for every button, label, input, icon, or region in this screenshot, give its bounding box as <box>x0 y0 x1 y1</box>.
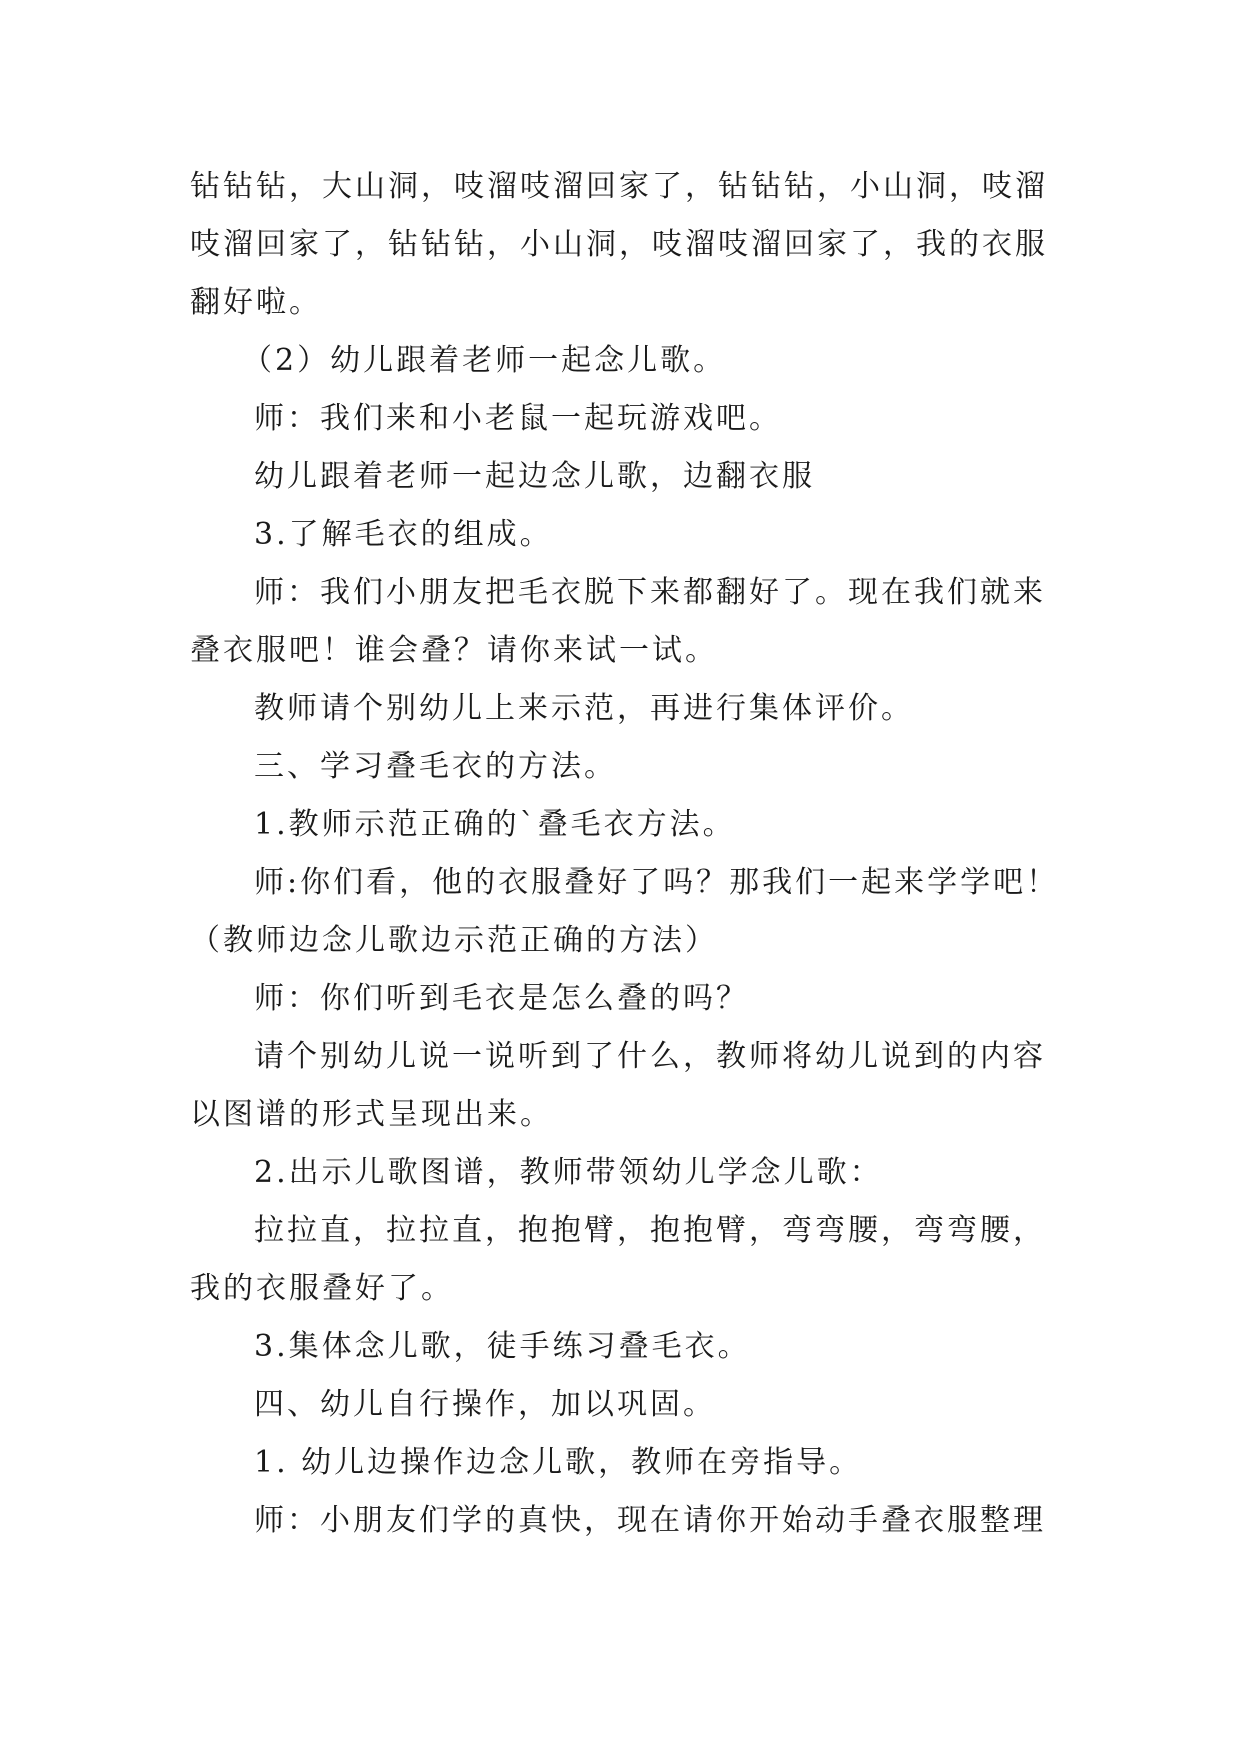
section-heading-4: 四、幼儿自行操作，加以巩固。 <box>254 1387 716 1422</box>
paragraph-teacher-start: 师：小朋友们学的真快，现在请你开始动手叠衣服整理 <box>254 1503 1046 1538</box>
paragraph-teacher-hear: 师：你们听到毛衣是怎么叠的吗？ <box>254 981 749 1016</box>
paragraph-demo-evaluate: 教师请个别幼儿上来示范，再进行集体评价。 <box>254 691 914 726</box>
paragraph-children-turn-clothes: 幼儿跟着老师一起边念儿歌，边翻衣服 <box>254 459 815 494</box>
paragraph-step-1-operate: 1. 幼儿边操作边念儿歌，教师在旁指导。 <box>254 1445 863 1480</box>
section-heading-3: 三、学习叠毛衣的方法。 <box>254 749 617 784</box>
paragraph-section-3: 3.了解毛衣的组成。 <box>254 517 553 552</box>
paragraph-step-1: 1.教师示范正确的`叠毛衣方法。 <box>254 807 736 842</box>
paragraph-teacher-game: 师：我们来和小老鼠一起玩游戏吧。 <box>254 401 782 436</box>
paragraph-rhyme-turning: 钻钻钻，大山洞，吱溜吱溜回家了，钻钻钻，小山洞，吱溜吱溜回家了，钻钻钻，小山洞，吱溜吱溜回家了，我的衣服翻好啦。 <box>190 169 1048 320</box>
document-page <box>190 158 1060 1550</box>
paragraph-step-2-chart: 2.出示儿歌图谱，教师带领幼儿学念儿歌： <box>254 1155 883 1190</box>
paragraph-teacher-fold: 师：我们小朋友把毛衣脱下来都翻好了。现在我们就来叠衣服吧！谁会叠？请你来试一试。 <box>190 575 1046 668</box>
paragraph-teacher-look: 师:你们看，他的衣服叠好了吗？那我们一起来学学吧！（教师边念儿歌边示范正确的方法） <box>190 865 1060 958</box>
paragraph-step-2: （2）幼儿跟着老师一起念儿歌。 <box>242 343 727 378</box>
paragraph-step-3-practice: 3.集体念儿歌，徒手练习叠毛衣。 <box>254 1329 751 1364</box>
paragraph-children-tell: 请个别幼儿说一说听到了什么，教师将幼儿说到的内容以图谱的形式呈现出来。 <box>190 1039 1046 1132</box>
paragraph-rhyme-folding: 拉拉直，拉拉直，抱抱臂，抱抱臂，弯弯腰，弯弯腰，我的衣服叠好了。 <box>190 1213 1046 1306</box>
